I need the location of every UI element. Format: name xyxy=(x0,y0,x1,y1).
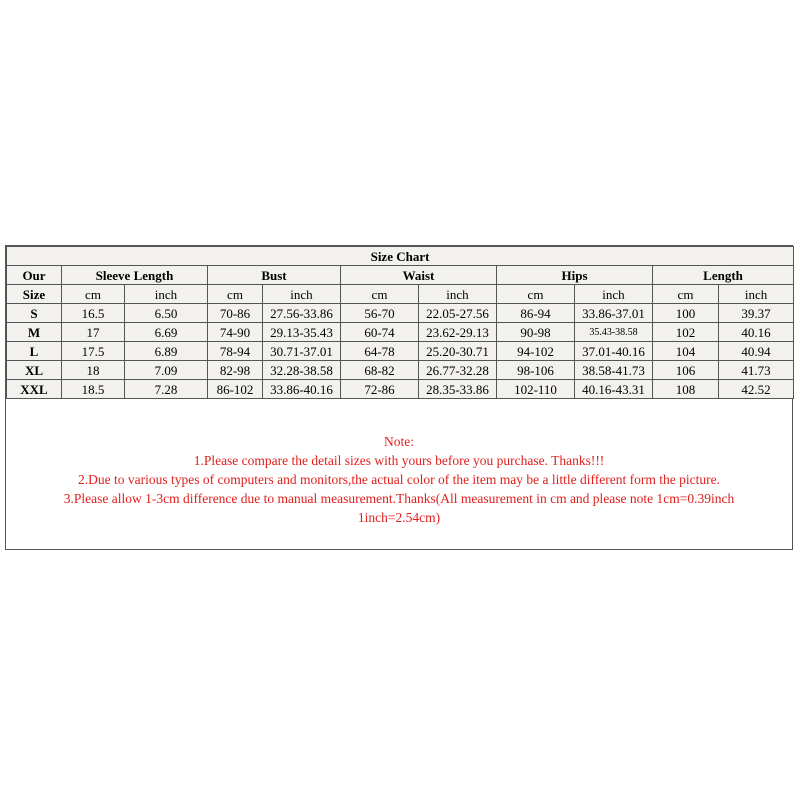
note-heading: Note: xyxy=(384,434,414,449)
unit-cm: cm xyxy=(208,285,263,304)
length-header: Length xyxy=(653,266,794,285)
length-inch-cell: 40.16 xyxy=(719,323,794,342)
waist-inch-cell: 22.05-27.56 xyxy=(419,304,497,323)
unit-inch: inch xyxy=(419,285,497,304)
table-row xyxy=(7,304,794,323)
bust-cm-cell: 74-90 xyxy=(208,323,263,342)
sleeve-cm-cell: 17.5 xyxy=(62,342,125,361)
bust-inch-cell: 32.28-38.58 xyxy=(263,361,341,380)
sleeve-inch-cell: 6.50 xyxy=(125,304,208,323)
title-row xyxy=(7,247,794,266)
bust-cm-cell: 86-102 xyxy=(208,380,263,399)
size-label: XL xyxy=(7,361,62,380)
unit-header-row xyxy=(7,285,794,304)
size-header-top: Our xyxy=(7,266,62,285)
size-chart xyxy=(5,245,793,550)
waist-inch-cell: 25.20-30.71 xyxy=(419,342,497,361)
hips-cm-cell: 102-110 xyxy=(497,380,575,399)
table-row xyxy=(7,380,794,399)
note-line-1: 1.Please compare the detail sizes with yours before you purchase. Thanks!!! xyxy=(193,453,605,468)
unit-cm: cm xyxy=(653,285,719,304)
size-header-bottom: Size xyxy=(7,285,62,304)
waist-inch-cell: 23.62-29.13 xyxy=(419,323,497,342)
hips-inch-cell: 38.58-41.73 xyxy=(575,361,653,380)
hips-inch-cell: 40.16-43.31 xyxy=(575,380,653,399)
unit-cm: cm xyxy=(497,285,575,304)
waist-header: Waist xyxy=(341,266,497,285)
hips-inch-cell: 37.01-40.16 xyxy=(575,342,653,361)
length-inch-cell: 42.52 xyxy=(719,380,794,399)
waist-inch-cell: 26.77-32.28 xyxy=(419,361,497,380)
bust-inch-cell: 27.56-33.86 xyxy=(263,304,341,323)
unit-cm: cm xyxy=(62,285,125,304)
waist-cm-cell: 72-86 xyxy=(341,380,419,399)
waist-cm-cell: 64-78 xyxy=(341,342,419,361)
length-inch-cell: 41.73 xyxy=(719,361,794,380)
sleeve-inch-cell: 6.89 xyxy=(125,342,208,361)
bust-cm-cell: 82-98 xyxy=(208,361,263,380)
length-cm-cell: 102 xyxy=(653,323,719,342)
sleeve-inch-cell: 7.28 xyxy=(125,380,208,399)
unit-inch: inch xyxy=(125,285,208,304)
waist-cm-cell: 60-74 xyxy=(341,323,419,342)
hips-cm-cell: 90-98 xyxy=(497,323,575,342)
table-row xyxy=(7,342,794,361)
unit-inch: inch xyxy=(263,285,341,304)
hips-cm-cell: 98-106 xyxy=(497,361,575,380)
size-label: S xyxy=(7,304,62,323)
sleeve-length-header: Sleeve Length xyxy=(62,266,208,285)
length-cm-cell: 100 xyxy=(653,304,719,323)
bust-header: Bust xyxy=(208,266,341,285)
sleeve-inch-cell: 7.09 xyxy=(125,361,208,380)
size-label: M xyxy=(7,323,62,342)
bust-inch-cell: 33.86-40.16 xyxy=(263,380,341,399)
waist-inch-cell: 28.35-33.86 xyxy=(419,380,497,399)
sleeve-cm-cell: 17 xyxy=(62,323,125,342)
table-row xyxy=(7,361,794,380)
hips-cm-cell: 86-94 xyxy=(497,304,575,323)
unit-cm: cm xyxy=(341,285,419,304)
hips-header: Hips xyxy=(497,266,653,285)
hips-inch-cell: 33.86-37.01 xyxy=(575,304,653,323)
bust-cm-cell: 70-86 xyxy=(208,304,263,323)
bust-inch-cell: 30.71-37.01 xyxy=(263,342,341,361)
bust-cm-cell: 78-94 xyxy=(208,342,263,361)
sleeve-cm-cell: 18.5 xyxy=(62,380,125,399)
length-cm-cell: 108 xyxy=(653,380,719,399)
bust-inch-cell: 29.13-35.43 xyxy=(263,323,341,342)
unit-inch: inch xyxy=(719,285,794,304)
size-table xyxy=(6,246,794,399)
group-header-row xyxy=(7,266,794,285)
hips-cm-cell: 94-102 xyxy=(497,342,575,361)
length-inch-cell: 40.94 xyxy=(719,342,794,361)
unit-inch: inch xyxy=(575,285,653,304)
note-line-4: 1inch=2.54cm) xyxy=(357,510,441,525)
waist-cm-cell: 68-82 xyxy=(341,361,419,380)
sleeve-cm-cell: 16.5 xyxy=(62,304,125,323)
sleeve-inch-cell: 6.69 xyxy=(125,323,208,342)
table-title: Size Chart xyxy=(7,247,794,266)
size-label: L xyxy=(7,342,62,361)
length-inch-cell: 39.37 xyxy=(719,304,794,323)
waist-cm-cell: 56-70 xyxy=(341,304,419,323)
hips-inch-cell: 35.43-38.58 xyxy=(575,323,653,342)
sleeve-cm-cell: 18 xyxy=(62,361,125,380)
note-line-3: 3.Please allow 1-3cm difference due to manual measurement.Thanks(All measurement in cm and please note 1cm=0.39inch xyxy=(63,491,735,506)
notes-section xyxy=(6,406,792,549)
size-label: XXL xyxy=(7,380,62,399)
note-line-2: 2.Due to various types of computers and monitors,the actual color of the item may be a little different form the picture. xyxy=(78,472,720,487)
length-cm-cell: 106 xyxy=(653,361,719,380)
length-cm-cell: 104 xyxy=(653,342,719,361)
table-row xyxy=(7,323,794,342)
